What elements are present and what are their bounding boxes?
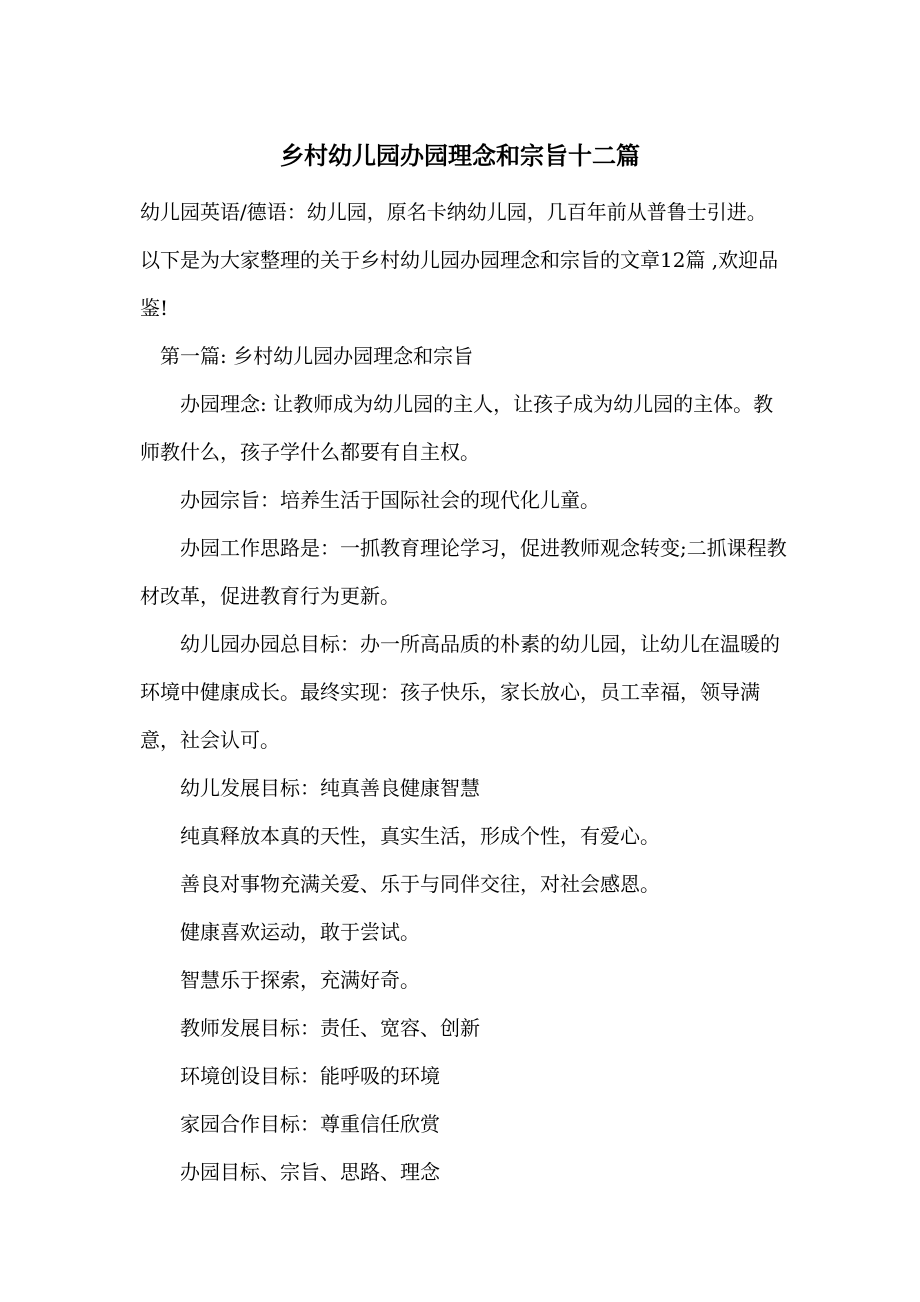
document-title: 乡村幼儿园办园理念和宗旨十二篇 xyxy=(280,142,640,170)
paragraph-philosophy: 办园理念: 让教师成为幼儿园的主人，让孩子成为幼儿园的主体。教师教什么，孩子学什么都要有自主权。 xyxy=(140,392,774,464)
paragraph-kindness: 善良对事物充满关爱、乐于与同伴交往，对社会感恩。 xyxy=(180,872,660,896)
paragraph-innocence: 纯真释放本真的天性，真实生活，形成个性，有爱心。 xyxy=(180,824,660,848)
paragraph-summary: 办园目标、宗旨、思路、理念 xyxy=(180,1160,440,1184)
paragraph-work-approach: 办园工作思路是：一抓教育理论学习，促进教师观念转变;二抓课程教材改革，促进教育行为更新。 xyxy=(140,536,787,608)
paragraph-purpose: 办园宗旨：培养生活于国际社会的现代化儿童。 xyxy=(180,488,600,512)
paragraph-overall-goal: 幼儿园办园总目标：办一所高品质的朴素的幼儿园，让幼儿在温暖的环境中健康成长。最终实现：孩子快乐，家长放心，员工幸福，领导满意，社会认可。 xyxy=(140,632,780,752)
paragraph-teacher-goal: 教师发展目标：责任、宽容、创新 xyxy=(180,1016,480,1040)
paragraph-environment-goal: 环境创设目标：能呼吸的环境 xyxy=(180,1064,440,1088)
paragraph-wisdom: 智慧乐于探索，充满好奇。 xyxy=(180,968,420,992)
document-body xyxy=(140,188,790,1196)
paragraph-child-goal: 幼儿发展目标：纯真善良健康智慧 xyxy=(180,776,480,800)
section-heading: 第一篇: 乡村幼儿园办园理念和宗旨 xyxy=(160,344,474,368)
paragraph-health: 健康喜欢运动，敢于尝试。 xyxy=(180,920,420,944)
paragraph-family-goal: 家园合作目标：尊重信任欣赏 xyxy=(180,1112,440,1136)
intro-paragraph: 幼儿园英语/德语：幼儿园，原名卡纳幼儿园，几百年前从普鲁士引进。 以下是为大家整理的关于乡村幼儿园办园理念和宗旨的文章12篇 ,欢迎品鉴! xyxy=(140,200,779,320)
